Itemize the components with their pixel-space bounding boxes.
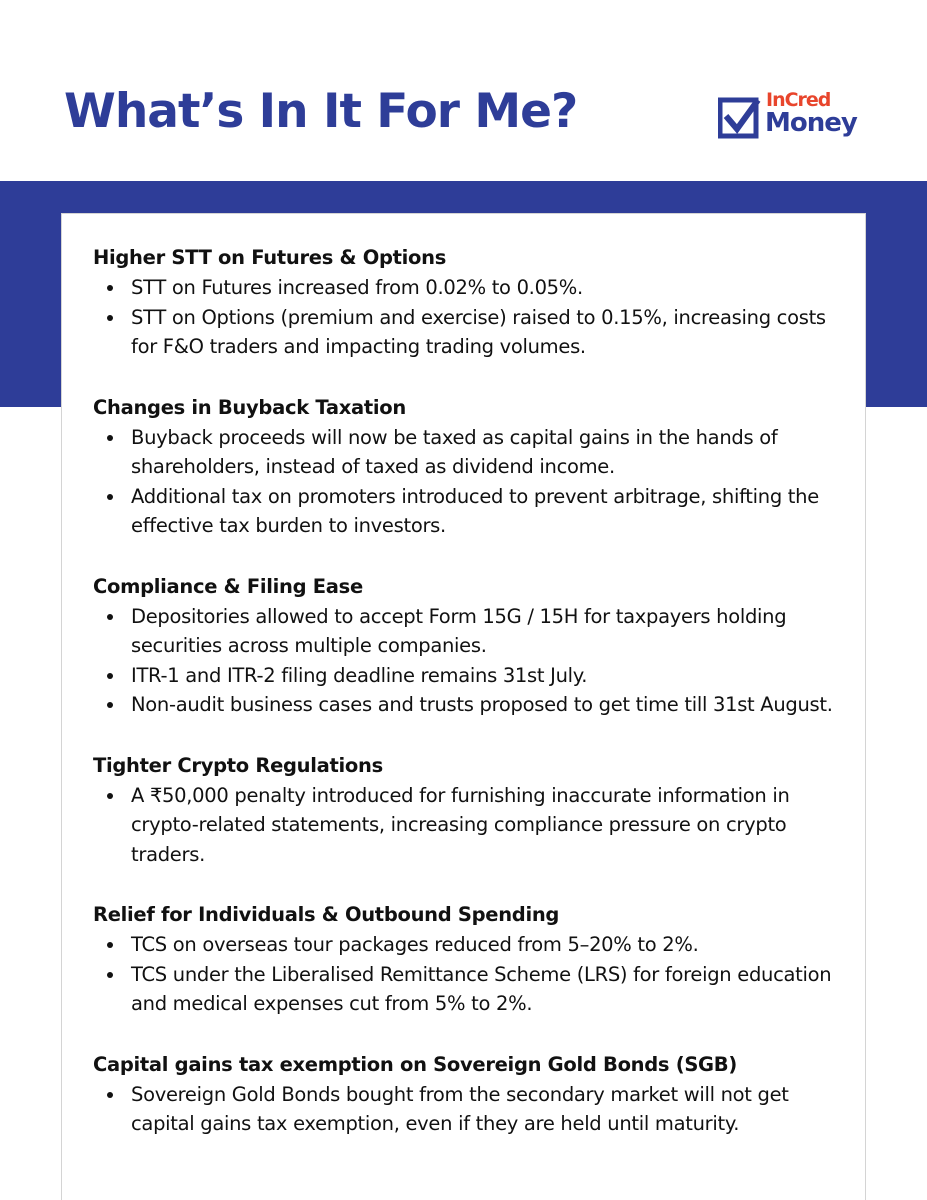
list-item — [93, 273, 853, 303]
list-item — [93, 661, 853, 691]
content-sections — [93, 243, 853, 1170]
list-item — [93, 960, 853, 1019]
bullet-icon — [107, 315, 113, 321]
bullet-list — [93, 781, 853, 870]
incred-money-logo — [718, 89, 868, 148]
bullet-text: Non-audit business cases and trusts proposed to get time till 31st August. — [131, 693, 833, 716]
bullet-list — [93, 930, 853, 1019]
bullet-text: Depositories allowed to accept Form 15G / 15H for taxpayers holding securities across multiple companies. — [131, 604, 787, 657]
bullet-icon — [107, 702, 113, 708]
bullet-list — [93, 602, 853, 720]
section-sgb — [93, 1050, 853, 1139]
bullet-text: ITR-1 and ITR-2 filing deadline remains 31st July. — [131, 663, 588, 687]
bullet-text: Sovereign Gold Bonds bought from the secondary market will not get capital gains tax exemption, even if they are held until maturity. — [131, 1082, 789, 1135]
section-heading: Tighter Crypto Regulations — [93, 753, 383, 777]
section-heading: Changes in Buyback Taxation — [93, 395, 406, 419]
bullet-icon — [107, 942, 113, 948]
logo-text-money: Money — [765, 108, 857, 138]
section-heading: Capital gains tax exemption on Sovereign Gold Bonds (SGB) — [93, 1052, 737, 1076]
list-item — [93, 303, 853, 362]
checkbox-logo-icon — [718, 96, 762, 140]
list-item — [93, 781, 853, 870]
page-title: What’s In It For Me? — [64, 84, 578, 139]
section-relief — [93, 900, 853, 1019]
bullet-list — [93, 423, 853, 541]
list-item — [93, 690, 853, 720]
section-heading: Relief for Individuals & Outbound Spending — [93, 903, 560, 926]
logo-text-incred: InCred — [766, 89, 831, 111]
bullet-icon — [107, 1092, 113, 1098]
list-item — [93, 930, 853, 960]
bullet-icon — [107, 793, 113, 799]
section-stt — [93, 243, 853, 362]
bullet-text: Buyback proceeds will now be taxed as capital gains in the hands of shareholders, instead of taxed as dividend income. — [131, 425, 778, 478]
list-item — [93, 1080, 853, 1139]
list-item — [93, 482, 853, 541]
section-buyback — [93, 393, 853, 541]
bullet-text: STT on Futures increased from 0.02% to 0.05%. — [131, 276, 583, 299]
section-compliance — [93, 572, 853, 720]
bullet-list — [93, 1080, 853, 1139]
list-item — [93, 602, 853, 661]
section-crypto — [93, 751, 853, 870]
bullet-text: Additional tax on promoters introduced to prevent arbitrage, shifting the effective tax burden to investors. — [131, 484, 819, 537]
list-item — [93, 423, 853, 482]
bullet-icon — [107, 435, 113, 441]
bullet-icon — [107, 285, 113, 291]
section-heading: Higher STT on Futures & Options — [93, 246, 447, 269]
bullet-icon — [107, 614, 113, 620]
bullet-icon — [107, 972, 113, 978]
bullet-icon — [107, 673, 113, 679]
bullet-text: STT on Options (premium and exercise) raised to 0.15%, increasing costs for F&O traders and impacting trading volumes. — [131, 305, 826, 358]
bullet-text: TCS on overseas tour packages reduced from 5–20% to 2%. — [131, 933, 699, 956]
section-heading: Compliance & Filing Ease — [93, 574, 363, 598]
bullet-text: A ₹50,000 penalty introduced for furnishing inaccurate information in crypto-related statements, increasing compliance pressure on crypto traders. — [131, 783, 790, 866]
bullet-list — [93, 273, 853, 362]
bullet-icon — [107, 494, 113, 500]
bullet-text: TCS under the Liberalised Remittance Scheme (LRS) for foreign education and medical expenses cut from 5% to 2%. — [131, 962, 832, 1015]
